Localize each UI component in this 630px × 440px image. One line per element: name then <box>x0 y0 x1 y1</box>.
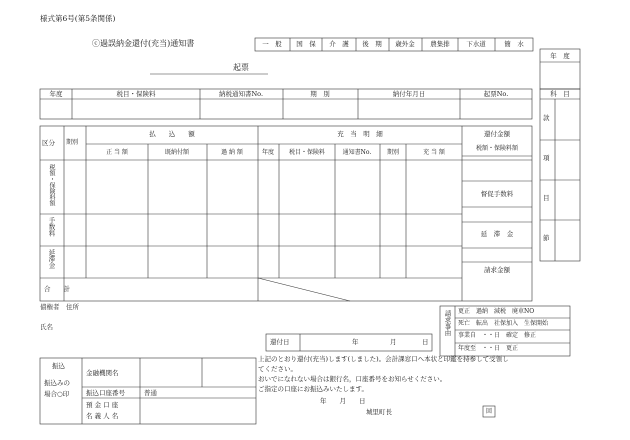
header-date: 納付年月日 <box>392 90 426 98</box>
col-kanpu-kingaku: 還付金額 <box>484 130 510 138</box>
col-seitou: 正 当 額 <box>106 149 128 156</box>
row-tax-label: 税額・保険料額 <box>48 164 55 206</box>
category-kaigo: 介 護 <box>329 40 349 48</box>
col-zei-hoken: 税目・保険料 <box>288 149 326 156</box>
col-kibetsu2: 期別 <box>386 149 400 156</box>
seikyu-jiyu-label: 請求事由 <box>443 310 452 336</box>
panel-kan: 款 <box>543 114 550 122</box>
category-kouki: 後 期 <box>362 40 382 48</box>
notice-line-3: おいでになれない場合は銀行名，口座番号をお知らせください。 <box>258 375 447 383</box>
category-saigaikin: 歳外金 <box>395 40 415 48</box>
furikomi-label: 振込 <box>52 362 65 370</box>
col-tsuchisho: 通知書No. <box>342 149 372 156</box>
col-kubun: 区分 <box>42 139 55 147</box>
kanpu-year: 年 <box>352 338 359 346</box>
row-total-label: 合 計 <box>44 285 70 293</box>
col-kinofu: 既納付額 <box>164 149 190 156</box>
kanpu-date-label: 還付日 <box>270 338 290 346</box>
notice-line-4: ご指定の口座にお振込みいたします。 <box>258 385 368 393</box>
header-kihyo-no: 起票No. <box>483 90 509 98</box>
category-kansui: 簡 水 <box>504 40 524 48</box>
panel-moku: 目 <box>543 194 550 202</box>
notice-line-1: 上記のとおり還付(充当)します(しました)。会計課窓口へ本状と印鑑を持参して受領し <box>258 355 509 363</box>
account-holder-label-2: 名 義 人 名 <box>86 412 119 420</box>
account-type-value: 普通 <box>144 389 157 397</box>
header-zei: 税目・保険料 <box>116 90 156 98</box>
header-nendo: 年度 <box>49 90 63 98</box>
col-nendo: 年度 <box>261 149 275 156</box>
col-kibetsu: 期別 <box>66 139 79 146</box>
col-haraikomi: 払 込 額 <box>149 130 195 138</box>
kanpu-month: 月 <box>390 338 397 346</box>
jiyu-row-3: 事業自 ・・日 確定 修正 <box>458 332 537 339</box>
col-zeigaku-hoken: 税額・保険料額 <box>475 145 519 152</box>
jiyu-row-1: 更正 過納 減税 廃車NO <box>458 308 535 315</box>
panel-kou: 項 <box>543 154 550 162</box>
panel-setsu: 節 <box>543 234 550 242</box>
kanpu-day: 日 <box>422 338 429 346</box>
creditor-name-label: 氏名 <box>40 323 53 331</box>
col-kanou: 過 納 額 <box>221 149 243 156</box>
panel-kamoku: 科 目 <box>550 90 570 98</box>
creditor-address-label: 債権者 住所 <box>40 303 79 311</box>
jiyu-row-4: 年度至 ・・日 更正 <box>458 345 519 352</box>
category-kokuho: 国 保 <box>296 40 316 48</box>
row-fee-label: 手数料 <box>47 217 56 237</box>
header-notice-no: 納税通知書No. <box>218 90 264 98</box>
seal-mark: 回 <box>486 408 493 415</box>
furikomi-label-2: 振込みの <box>44 379 70 387</box>
col-seikyu: 請求金額 <box>484 266 510 274</box>
account-holder-label-1: 預 金 口 座 <box>86 401 119 409</box>
col-entai: 延 滞 金 <box>480 230 514 238</box>
category-gesuido: 下水道 <box>466 40 486 48</box>
notice-date: 年 月 日 <box>320 397 366 405</box>
jiyu-row-2: 死亡 転出 社保加入 生保開始 <box>458 320 549 327</box>
mayor-name: 城里町長 <box>366 408 392 416</box>
col-juto-gaku: 充 当 額 <box>423 149 445 156</box>
form-number: 様式第6号(第5条関係) <box>40 14 116 23</box>
col-juto-meisai: 充 当 明 細 <box>337 130 383 138</box>
category-noushuhai: 農集排 <box>430 40 450 48</box>
account-no-label: 振込口座番号 <box>86 389 125 397</box>
notice-line-2: てください。 <box>258 365 297 373</box>
kiban-label: 起票 <box>233 63 249 72</box>
category-ippan: 一 般 <box>262 40 282 48</box>
furikomi-label-3: 場合○印 <box>44 390 70 398</box>
form-title: ⓒ過誤納金還付(充当)通知書 <box>92 39 195 48</box>
bank-institution-label: 金融機関名 <box>86 369 119 377</box>
row-late-label: 延滞金 <box>47 249 56 269</box>
panel-year: 年 度 <box>550 52 570 60</box>
col-tokusoku: 督促手数料 <box>480 190 514 198</box>
header-kibetsu: 期 別 <box>310 90 330 98</box>
